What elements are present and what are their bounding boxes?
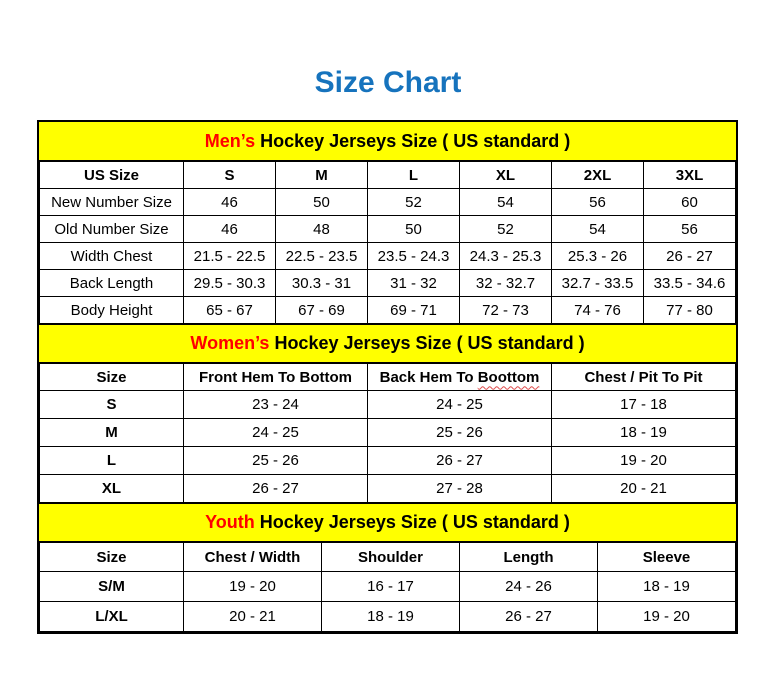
value-cell: 18 - 19 — [552, 419, 736, 447]
column-header-back-hem — [368, 364, 552, 391]
table-row — [40, 270, 736, 297]
size-chart-tables — [37, 120, 738, 634]
back-hem-prefix: Back Hem To — [379, 368, 478, 386]
value-cell: 23.5 - 24.3 — [368, 243, 460, 270]
value-cell: 54 — [460, 189, 552, 216]
value-cell: 26 - 27 — [184, 475, 368, 503]
value-cell: 77 - 80 — [644, 297, 736, 324]
value-cell: 74 - 76 — [552, 297, 644, 324]
table-row — [40, 572, 736, 602]
table-row — [40, 447, 736, 475]
table-row — [40, 216, 736, 243]
value-cell: 29.5 - 30.3 — [184, 270, 276, 297]
section-header-youth-text — [205, 512, 570, 533]
value-cell: 22.5 - 23.5 — [276, 243, 368, 270]
row-label-cell: L/XL — [40, 602, 184, 632]
column-header-3xl: 3XL — [644, 162, 736, 189]
value-cell: 69 - 71 — [368, 297, 460, 324]
value-cell: 18 - 19 — [322, 602, 460, 632]
row-label-cell: S — [40, 391, 184, 419]
womens-size-table — [39, 363, 736, 503]
row-label-cell: New Number Size — [40, 189, 184, 216]
value-cell: 16 - 17 — [322, 572, 460, 602]
value-cell: 72 - 73 — [460, 297, 552, 324]
mens-table-body — [40, 189, 736, 324]
value-cell: 19 - 20 — [184, 572, 322, 602]
value-cell: 50 — [368, 216, 460, 243]
value-cell: 30.3 - 31 — [276, 270, 368, 297]
column-header-2xl: 2XL — [552, 162, 644, 189]
table-row — [40, 189, 736, 216]
youth-size-table — [39, 542, 736, 632]
value-cell: 26 - 27 — [644, 243, 736, 270]
column-header-shoulder: Shoulder — [322, 543, 460, 572]
table-row — [40, 391, 736, 419]
section-highlight-womens: Women’s — [190, 333, 270, 353]
value-cell: 19 - 20 — [552, 447, 736, 475]
section-header-youth — [39, 503, 736, 542]
column-header-us-size: US Size — [40, 162, 184, 189]
value-cell: 52 — [368, 189, 460, 216]
value-cell: 24.3 - 25.3 — [460, 243, 552, 270]
value-cell: 25 - 26 — [368, 419, 552, 447]
womens-table-body — [40, 391, 736, 503]
value-cell: 21.5 - 22.5 — [184, 243, 276, 270]
table-row — [40, 419, 736, 447]
row-label-cell: M — [40, 419, 184, 447]
youth-table-body — [40, 572, 736, 632]
row-label-cell: Back Length — [40, 270, 184, 297]
value-cell: 20 - 21 — [184, 602, 322, 632]
column-header-size: Size — [40, 364, 184, 391]
mens-size-table — [39, 161, 736, 324]
column-header-size: Size — [40, 543, 184, 572]
row-label-cell: XL — [40, 475, 184, 503]
value-cell: 65 - 67 — [184, 297, 276, 324]
column-header-front-hem: Front Hem To Bottom — [184, 364, 368, 391]
row-label-cell: S/M — [40, 572, 184, 602]
section-rest-mens: Hockey Jerseys Size ( US standard ) — [255, 130, 571, 151]
table-row — [40, 475, 736, 503]
row-label-cell: L — [40, 447, 184, 475]
value-cell: 46 — [184, 216, 276, 243]
section-highlight-mens: Men’s — [204, 130, 256, 151]
value-cell: 24 - 25 — [368, 391, 552, 419]
value-cell: 33.5 - 34.6 — [644, 270, 736, 297]
row-label-cell: Old Number Size — [40, 216, 184, 243]
value-cell: 19 - 20 — [598, 602, 736, 632]
youth-header-row — [40, 543, 736, 572]
value-cell: 54 — [552, 216, 644, 243]
section-header-mens — [39, 122, 736, 161]
mens-header-row — [40, 162, 736, 189]
table-row — [40, 243, 736, 270]
value-cell: 56 — [644, 216, 736, 243]
value-cell: 20 - 21 — [552, 475, 736, 503]
value-cell: 24 - 26 — [460, 572, 598, 602]
value-cell: 52 — [460, 216, 552, 243]
value-cell: 26 - 27 — [460, 602, 598, 632]
page-title: Size Chart — [314, 66, 462, 99]
section-rest-youth: Hockey Jerseys Size ( US standard ) — [254, 512, 570, 532]
row-label-cell: Body Height — [40, 297, 184, 324]
column-header-xl: XL — [460, 162, 552, 189]
table-row — [40, 602, 736, 632]
column-header-chest-pit: Chest / Pit To Pit — [552, 364, 736, 391]
value-cell: 31 - 32 — [368, 270, 460, 297]
value-cell: 25.3 - 26 — [552, 243, 644, 270]
row-label-cell: Width Chest — [40, 243, 184, 270]
value-cell: 27 - 28 — [368, 475, 552, 503]
value-cell: 17 - 18 — [552, 391, 736, 419]
value-cell: 60 — [644, 189, 736, 216]
value-cell: 32.7 - 33.5 — [552, 270, 644, 297]
back-hem-misspelled-word: Boottom — [477, 368, 540, 386]
value-cell: 67 - 69 — [276, 297, 368, 324]
value-cell: 48 — [276, 216, 368, 243]
value-cell: 46 — [184, 189, 276, 216]
value-cell: 24 - 25 — [184, 419, 368, 447]
section-header-mens-text — [205, 131, 570, 152]
value-cell: 50 — [276, 189, 368, 216]
section-highlight-youth: Youth — [205, 512, 255, 532]
value-cell: 56 — [552, 189, 644, 216]
womens-header-row — [40, 364, 736, 391]
value-cell: 32 - 32.7 — [460, 270, 552, 297]
section-rest-womens: Hockey Jerseys Size ( US standard ) — [269, 333, 585, 353]
section-header-womens — [39, 324, 736, 363]
column-header-chest-width: Chest / Width — [184, 543, 322, 572]
column-header-sleeve: Sleeve — [598, 543, 736, 572]
column-header-s: S — [184, 162, 276, 189]
value-cell: 23 - 24 — [184, 391, 368, 419]
table-row — [40, 297, 736, 324]
column-header-length: Length — [460, 543, 598, 572]
value-cell: 26 - 27 — [368, 447, 552, 475]
value-cell: 18 - 19 — [598, 572, 736, 602]
section-header-womens-text — [190, 333, 584, 354]
column-header-l: L — [368, 162, 460, 189]
value-cell: 25 - 26 — [184, 447, 368, 475]
column-header-m: M — [276, 162, 368, 189]
